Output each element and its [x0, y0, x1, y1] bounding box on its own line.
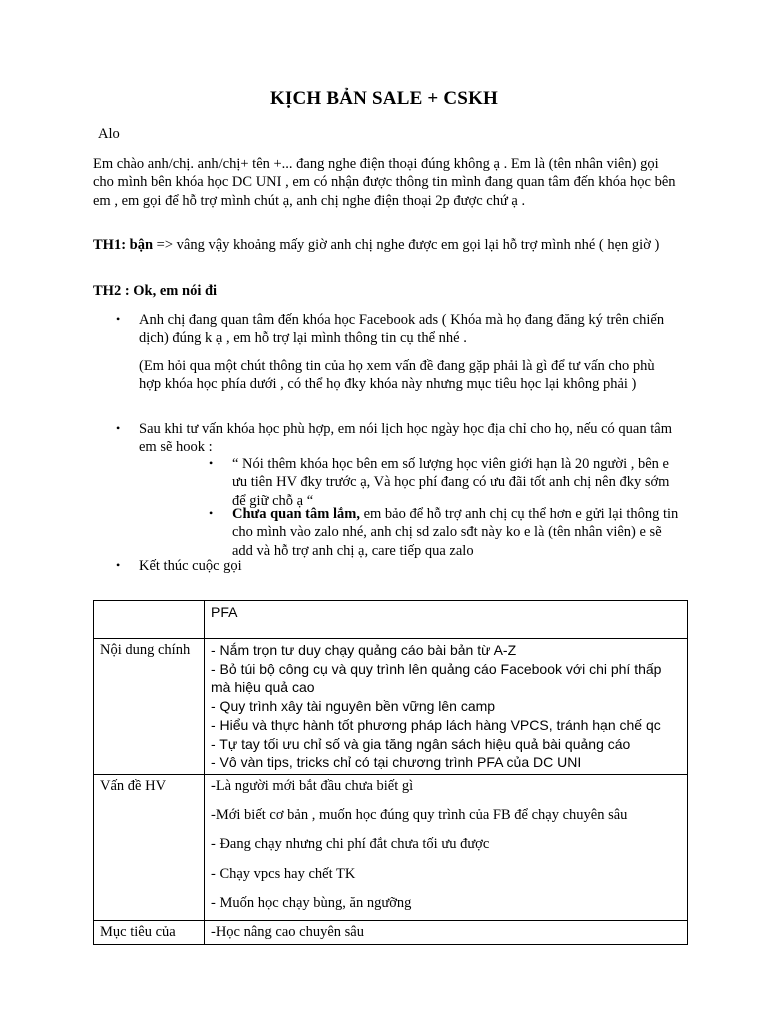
- course-table: [93, 600, 688, 945]
- list-item: - Quy trình xây tài nguyên bền vững lên camp: [211, 698, 496, 715]
- sub-bullet-icon: •: [209, 456, 214, 470]
- row-label-content: Nội dung chính: [94, 639, 205, 775]
- bullet-item-1: Anh chị đang quan tâm đến khóa học Facebook ads ( Khóa mà họ đang đăng ký trên chiến dịch) đúng k ạ , em hỗ trợ lại mình thông tin cụ thể nhé .: [139, 312, 665, 347]
- document-title: KỊCH BẢN SALE + CSKH: [269, 88, 499, 109]
- th1-text: => vâng vậy khoảng mấy giờ anh chị nghe được em gọi lại hỗ trợ mình nhé ( hẹn giờ ): [153, 237, 660, 253]
- table-row: [94, 601, 688, 639]
- row-goal-cell: [205, 921, 688, 945]
- row-issues-cell: [205, 774, 688, 921]
- list-item: - Đang chạy nhưng chi phí đắt chưa tối ưu được: [211, 836, 490, 853]
- list-item: - Hiểu và thực hành tốt phương pháp lách hàng VPCS, tránh hạn chế qc: [211, 716, 661, 733]
- th2-heading: [93, 282, 683, 300]
- list-item: - Nắm trọn tư duy chạy quảng cáo bài bản từ A-Z: [211, 642, 517, 658]
- list-item: -Là người mới bắt đầu chưa biết gì: [211, 777, 414, 794]
- th1-label: TH1: bận: [93, 237, 154, 253]
- table-row: [94, 774, 688, 921]
- bullet-item-1-note: (Em hỏi qua một chút thông tin của họ xem vấn đề đang gặp phải là gì để tư vấn cho phù hợp khóa học phía dưới , có thể họ đky khóa này nhưng mục tiêu học lại không phải ): [139, 358, 655, 393]
- intro-paragraph: Em chào anh/chị. anh/chị+ tên +... đang nghe điện thoại đúng không ạ . Em là (tên nhân viên) gọi cho mình bên khóa học DC UNI , em có nhận được thông tin mình đang quan tâm đến khóa học bên em , em gọi để hỗ trợ mình chút ạ, anh chị nghe điện thoại 2p được chứ ạ .: [93, 156, 676, 209]
- table-header-pfa: PFA: [205, 601, 688, 639]
- sub-bullet-icon: •: [209, 506, 214, 520]
- bullet-icon: •: [116, 558, 121, 572]
- list-item: - Vô vàn tips, tricks chỉ có tại chương trình PFA của DC UNI: [211, 754, 582, 771]
- sub-bullet-item-1: “ Nói thêm khóa học bên em số lượng học viên giới hạn là 20 người , bên e ưu tiên HV đky trước ạ, Và học phí đang có ưu đãi tốt anh chị nên đky sớm để giữ chỗ ạ “: [232, 456, 670, 509]
- th1-paragraph: [93, 236, 683, 254]
- list-item: - Muốn học chạy bùng, ăn ngưỡng: [211, 894, 412, 911]
- sub-bullet-2-label: Chưa quan tâm lắm,: [232, 506, 360, 522]
- greeting-text: Alo: [98, 126, 120, 142]
- bullet-icon: •: [116, 421, 121, 435]
- list-item: -Mới biết cơ bản , muốn học đúng quy trình của FB để chạy chuyên sâu: [211, 807, 628, 824]
- sub-bullet-2-text: em bảo để hỗ trợ anh chị cụ thể hơn e gửi lại thông tin cho mình vào zalo nhé, anh chị sd zalo sđt này ko e là (tên nhân viên) e sẽ add và hỗ trợ anh chị ạ, care tiếp qua zalo: [232, 506, 679, 559]
- list-item: - Bỏ túi bộ công cụ và quy trình lên quảng cáo Facebook với chi phí thấp mà hiệu quả cao: [211, 660, 662, 696]
- table-row: [94, 639, 688, 775]
- list-item: - Tự tay tối ưu chỉ số và gia tăng ngân sách hiệu quả bài quảng cáo: [211, 735, 631, 752]
- row-content-cell: [205, 639, 688, 775]
- bullet-item-2: Sau khi tư vấn khóa học phù hợp, em nói lịch học ngày học địa chỉ cho họ, nếu có quan tâm em sẽ hook :: [139, 421, 672, 456]
- list-item: - Chạy vpcs hay chết TK: [211, 865, 356, 882]
- list-item: -Học nâng cao chuyên sâu: [211, 924, 364, 941]
- row-label-goal: Mục tiêu của: [94, 921, 205, 945]
- bullet-item-3: Kết thúc cuộc gọi: [139, 558, 242, 574]
- th2-label: TH2 : Ok, em nói đi: [93, 283, 218, 299]
- row-label-issues: Vấn đề HV: [94, 774, 205, 921]
- table-row: [94, 921, 688, 945]
- bullet-icon: •: [116, 312, 121, 326]
- sub-bullet-item-2: [232, 505, 680, 560]
